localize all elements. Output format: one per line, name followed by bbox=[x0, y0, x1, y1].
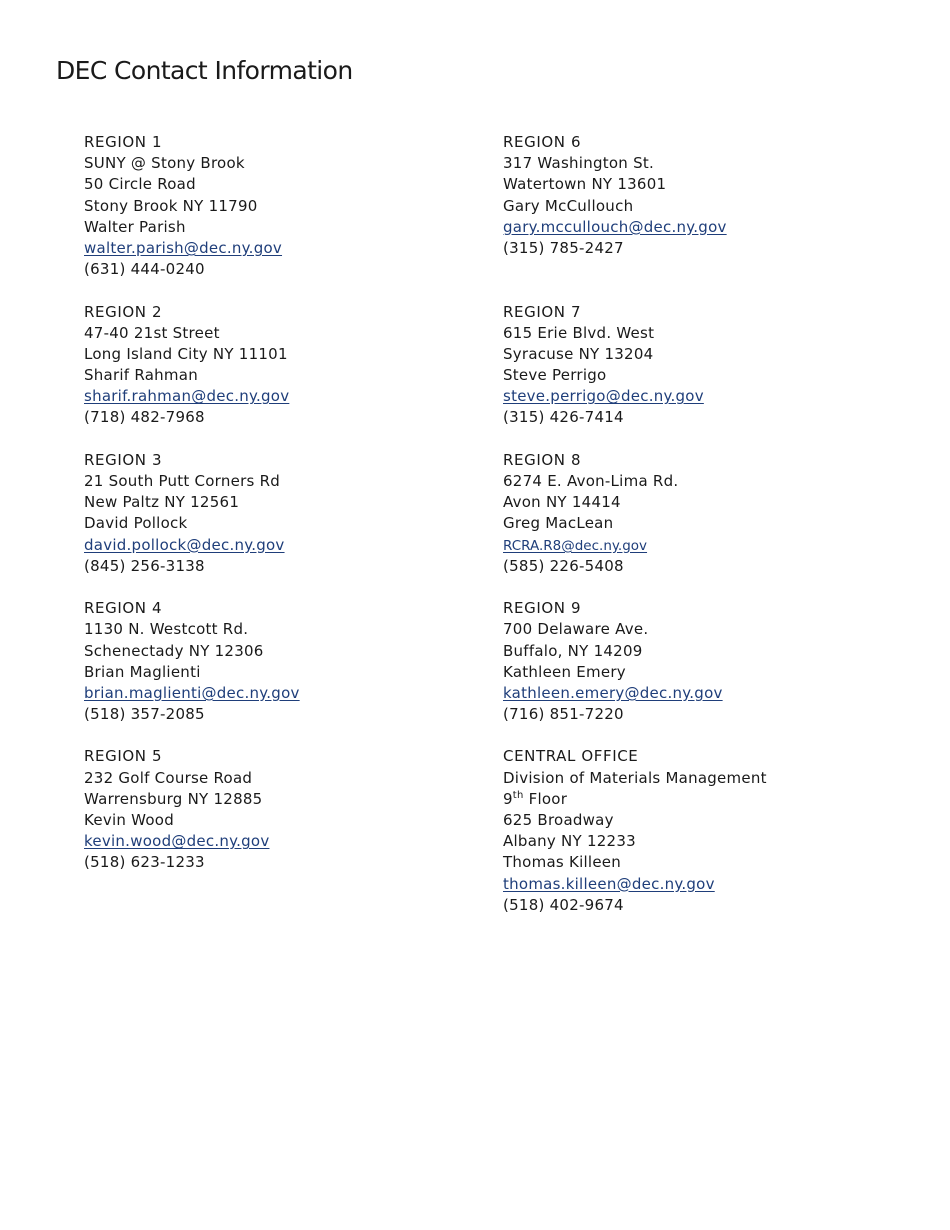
floor-line bbox=[503, 789, 903, 810]
contact-name: Kevin Wood bbox=[84, 811, 174, 829]
address-line: Warrensburg NY 12885 bbox=[84, 789, 263, 808]
phone-number: (518) 402-9674 bbox=[503, 895, 624, 914]
right-contact-column bbox=[503, 132, 903, 937]
address-line: New Paltz NY 12561 bbox=[84, 493, 240, 512]
phone-number: (718) 482-7968 bbox=[84, 408, 205, 427]
contact-block-region-7 bbox=[503, 302, 903, 429]
address-line: 21 South Putt Corners Rd bbox=[84, 472, 281, 490]
address-line: 50 Circle Road bbox=[84, 175, 196, 194]
address-line: Watertown NY 13601 bbox=[503, 175, 667, 194]
phone-number: (631) 444-0240 bbox=[84, 260, 205, 279]
address-line: 47-40 21st Street bbox=[84, 323, 220, 342]
region-heading: REGION 2 bbox=[84, 302, 163, 321]
phone-number: (585) 226-5408 bbox=[503, 556, 624, 575]
page-title: DEC Contact Information bbox=[56, 56, 353, 85]
contact-block-region-1 bbox=[84, 132, 484, 280]
address-line: 615 Erie Blvd. West bbox=[503, 323, 655, 342]
address-line: 232 Golf Course Road bbox=[84, 768, 253, 787]
contact-block-region-8 bbox=[503, 450, 903, 577]
phone-number: (315) 785-2427 bbox=[503, 238, 624, 257]
address-line: 1130 N. Westcott Rd. bbox=[84, 620, 249, 639]
region-heading: REGION 5 bbox=[84, 747, 163, 766]
floor-number: 9 bbox=[503, 789, 513, 808]
region-heading: REGION 1 bbox=[84, 133, 163, 151]
division-name: Division of Materials Management bbox=[503, 768, 767, 787]
region-heading: REGION 6 bbox=[503, 133, 582, 151]
address-line: 6274 E. Avon-Lima Rd. bbox=[503, 472, 679, 490]
phone-number: (315) 426-7414 bbox=[503, 408, 624, 427]
contact-name: Kathleen Emery bbox=[503, 662, 626, 681]
contact-block-region-9 bbox=[503, 598, 903, 725]
email-link[interactable]: brian.maglienti@dec.ny.gov bbox=[84, 683, 300, 702]
contact-block-region-4 bbox=[84, 598, 484, 725]
address-line: Long Island City NY 11101 bbox=[84, 344, 288, 363]
address-line: Syracuse NY 13204 bbox=[503, 344, 654, 363]
email-link[interactable]: RCRA.R8@dec.ny.gov bbox=[503, 537, 648, 554]
region-heading: REGION 8 bbox=[503, 450, 582, 469]
region-heading: REGION 9 bbox=[503, 599, 582, 618]
address-line: Stony Brook NY 11790 bbox=[84, 196, 258, 215]
phone-number: (518) 357-2085 bbox=[84, 705, 205, 724]
contact-block-central-office bbox=[503, 746, 903, 916]
email-link[interactable]: david.pollock@dec.ny.gov bbox=[84, 535, 285, 554]
phone-number: (716) 851-7220 bbox=[503, 705, 624, 724]
address-line: 700 Delaware Ave. bbox=[503, 620, 649, 639]
contact-name: Steve Perrigo bbox=[503, 366, 607, 385]
address-line: Buffalo, NY 14209 bbox=[503, 641, 643, 660]
email-link[interactable]: gary.mccullouch@dec.ny.gov bbox=[503, 217, 727, 236]
email-link[interactable]: walter.parish@dec.ny.gov bbox=[84, 238, 283, 257]
address-line: Albany NY 12233 bbox=[503, 832, 636, 851]
region-heading: REGION 4 bbox=[84, 599, 163, 618]
email-link[interactable]: kathleen.emery@dec.ny.gov bbox=[503, 683, 723, 702]
email-link[interactable]: thomas.killeen@dec.ny.gov bbox=[503, 874, 715, 893]
region-heading: REGION 7 bbox=[503, 302, 582, 321]
contact-name: David Pollock bbox=[84, 514, 188, 533]
region-heading: CENTRAL OFFICE bbox=[503, 747, 639, 766]
block-spacer bbox=[503, 259, 903, 280]
phone-number: (845) 256-3138 bbox=[84, 556, 205, 575]
email-link[interactable]: sharif.rahman@dec.ny.gov bbox=[84, 387, 290, 406]
contact-block-region-3 bbox=[84, 450, 484, 577]
contact-block-region-6 bbox=[503, 132, 903, 280]
floor-ordinal-suffix: th bbox=[512, 789, 524, 801]
phone-number: (518) 623-1233 bbox=[84, 853, 205, 872]
email-link[interactable]: kevin.wood@dec.ny.gov bbox=[84, 832, 270, 851]
address-line: SUNY @ Stony Brook bbox=[84, 154, 245, 173]
left-contact-column bbox=[84, 132, 484, 895]
address-line: 317 Washington St. bbox=[503, 154, 654, 173]
contact-name: Greg MacLean bbox=[503, 514, 614, 533]
address-line: 625 Broadway bbox=[503, 811, 614, 829]
email-link[interactable]: steve.perrigo@dec.ny.gov bbox=[503, 387, 704, 406]
contact-name: Thomas Killeen bbox=[503, 853, 622, 872]
address-line: Avon NY 14414 bbox=[503, 493, 621, 512]
contact-name: Brian Maglienti bbox=[84, 662, 201, 681]
address-line: Schenectady NY 12306 bbox=[84, 641, 264, 660]
contact-name: Walter Parish bbox=[84, 217, 186, 236]
contact-block-region-2 bbox=[84, 302, 484, 429]
contact-name: Gary McCullouch bbox=[503, 196, 634, 215]
region-heading: REGION 3 bbox=[84, 450, 163, 469]
contact-block-region-5 bbox=[84, 746, 484, 873]
contact-name: Sharif Rahman bbox=[84, 366, 198, 385]
floor-word: Floor bbox=[523, 789, 568, 808]
